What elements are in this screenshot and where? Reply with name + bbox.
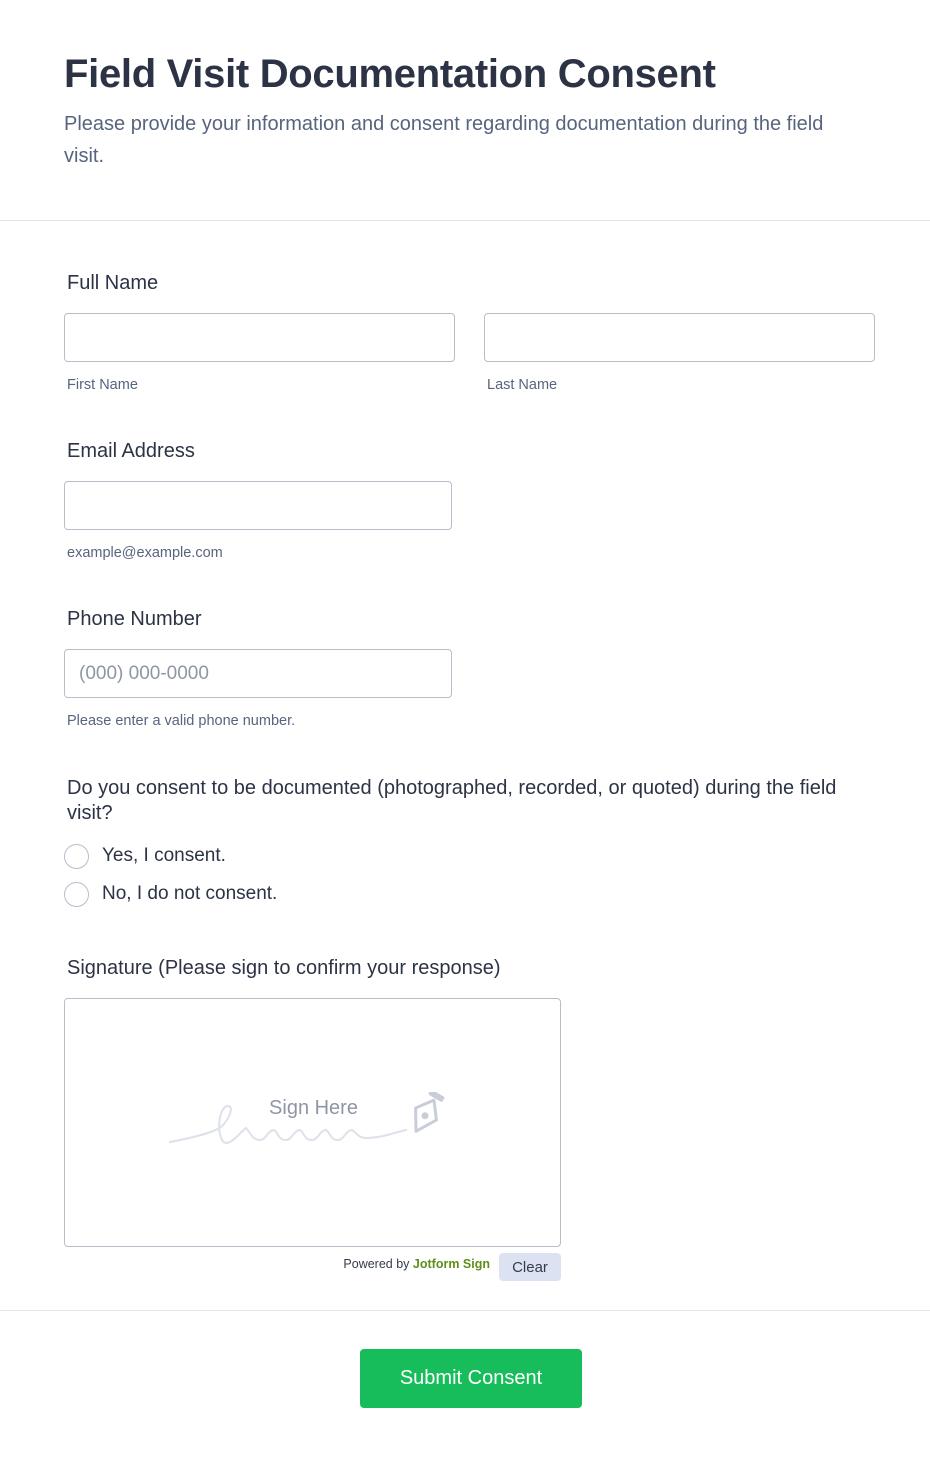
consent-question: Do you consent to be documented (photographed, recorded, or quoted) during the field visit? <box>67 777 837 824</box>
jotform-sign-brand[interactable]: Jotform Sign <box>412 1257 490 1271</box>
consent-option-no[interactable] <box>64 881 277 907</box>
phone-input[interactable] <box>64 649 452 698</box>
radio-button[interactable] <box>64 844 89 869</box>
radio-label: No, I do not consent. <box>102 883 278 904</box>
footer-divider <box>0 1310 930 1311</box>
first-name-input[interactable] <box>64 313 455 362</box>
full-name-label: Full Name <box>67 272 159 294</box>
email-label: Email Address <box>67 440 195 462</box>
sign-here-hint: Sign Here <box>269 1097 358 1119</box>
email-input[interactable] <box>64 481 452 530</box>
clear-signature-button[interactable]: Clear <box>499 1253 561 1281</box>
form-subtitle: Please provide your information and consent regarding documentation during the field visit. <box>64 113 824 167</box>
consent-option-yes[interactable] <box>64 843 226 869</box>
powered-by <box>343 1257 490 1271</box>
form-header <box>0 0 930 221</box>
last-name-sublabel: Last Name <box>487 377 558 393</box>
phone-sublabel: Please enter a valid phone number. <box>67 713 296 729</box>
last-name-input[interactable] <box>484 313 875 362</box>
radio-label: Yes, I consent. <box>102 845 226 866</box>
radio-button[interactable] <box>64 882 89 907</box>
powered-by-prefix: Powered by <box>343 1257 410 1271</box>
form-title: Field Visit Documentation Consent <box>64 52 716 96</box>
submit-consent-button[interactable]: Submit Consent <box>360 1349 582 1408</box>
signature-label: Signature (Please sign to confirm your response) <box>67 957 501 979</box>
email-sublabel: example@example.com <box>67 545 223 561</box>
phone-label: Phone Number <box>67 608 202 630</box>
signature-pad[interactable] <box>64 998 561 1247</box>
first-name-sublabel: First Name <box>67 377 138 393</box>
